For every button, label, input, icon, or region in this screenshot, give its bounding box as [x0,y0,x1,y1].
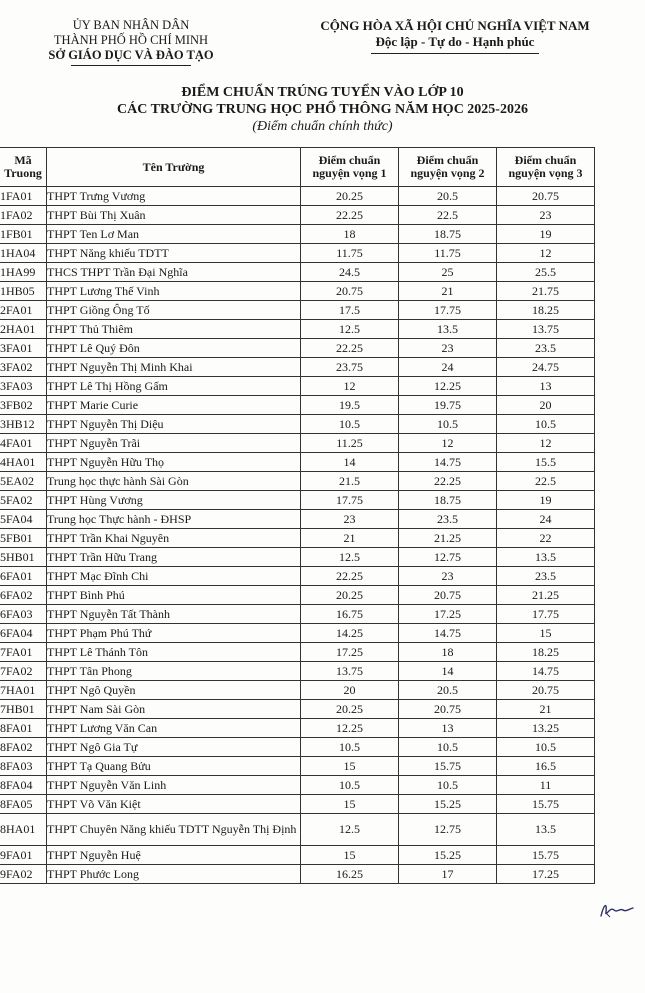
school-code-cell: 1FB01 [0,225,47,244]
school-code-cell: 8FA01 [0,719,47,738]
score-nv3-cell: 12 [497,244,595,263]
table-row [0,339,595,358]
score-nv3-cell: 19 [497,225,595,244]
motto: Độc lập - Tự do - Hạnh phúc [375,34,535,49]
score-nv1-cell: 13.75 [301,662,399,681]
school-name-cell: THPT Ngô Quyền [47,681,301,700]
issuer-line-3: SỞ GIÁO DỤC VÀ ĐÀO TẠO [48,48,214,62]
document-subtitle: CÁC TRƯỜNG TRUNG HỌC PHỔ THÔNG NĂM HỌC 2025-2026 [117,102,528,117]
school-code-cell: 8FA03 [0,757,47,776]
header-school-code: Mã Truong [0,148,47,187]
score-nv3-cell: 18.25 [497,643,595,662]
score-nv2-cell: 15.25 [399,846,497,865]
score-nv2-cell: 10.5 [399,776,497,795]
score-nv1-cell: 22.25 [301,339,399,358]
table-row [0,605,595,624]
school-code-cell: 7HB01 [0,700,47,719]
school-name-cell: Trung học Thực hành - ĐHSP [47,510,301,529]
school-code-cell: 3FA02 [0,358,47,377]
score-nv2-cell: 20.75 [399,586,497,605]
school-name-cell: THPT Võ Văn Kiệt [47,795,301,814]
school-code-cell: 4HA01 [0,453,47,472]
table-row [0,776,595,795]
score-nv2-cell: 17 [399,865,497,884]
score-nv2-cell: 15.75 [399,757,497,776]
score-nv1-cell: 21 [301,529,399,548]
score-nv1-cell: 12 [301,377,399,396]
school-code-cell: 1HB05 [0,282,47,301]
score-nv1-cell: 22.25 [301,567,399,586]
score-nv1-cell: 10.5 [301,776,399,795]
score-nv3-cell: 21.75 [497,282,595,301]
score-nv3-cell: 15.75 [497,846,595,865]
school-code-cell: 2FA01 [0,301,47,320]
school-code-cell: 8FA05 [0,795,47,814]
score-nv2-cell: 14.75 [399,453,497,472]
table-row [0,643,595,662]
school-code-cell: 5FA02 [0,491,47,510]
school-name-cell: THPT Nguyễn Hữu Thọ [47,453,301,472]
score-nv2-cell: 22.25 [399,472,497,491]
signature-icon [598,898,636,920]
school-code-cell: 3HB12 [0,415,47,434]
school-name-cell: THPT Bùi Thị Xuân [47,206,301,225]
score-nv1-cell: 12.5 [301,814,399,846]
header-score-nv2: Điểm chuẩn nguyện vọng 2 [399,148,497,187]
score-nv3-cell: 17.75 [497,605,595,624]
country-name: CỘNG HÒA XÃ HỘI CHỦ NGHĨA VIỆT NAM [320,18,590,33]
score-nv2-cell: 10.5 [399,738,497,757]
score-nv2-cell: 24 [399,358,497,377]
score-nv2-cell: 20.5 [399,681,497,700]
school-code-cell: 5HB01 [0,548,47,567]
score-nv2-cell: 19.75 [399,396,497,415]
table-row [0,681,595,700]
score-nv1-cell: 12.5 [301,320,399,339]
score-nv3-cell: 15 [497,624,595,643]
score-nv2-cell: 17.75 [399,301,497,320]
score-nv1-cell: 16.25 [301,865,399,884]
school-name-cell: THPT Mạc Đĩnh Chi [47,567,301,586]
school-name-cell: THPT Nam Sài Gòn [47,700,301,719]
score-nv3-cell: 13.75 [497,320,595,339]
issuer-underline [71,65,191,66]
table-row [0,548,595,567]
score-nv3-cell: 23.5 [497,567,595,586]
table-row [0,301,595,320]
school-name-cell: THPT Tạ Quang Bửu [47,757,301,776]
school-name-cell: THPT Lương Văn Can [47,719,301,738]
school-name-cell: THPT Nguyễn Thị Minh Khai [47,358,301,377]
score-nv2-cell: 23 [399,339,497,358]
school-name-cell: THPT Nguyễn Huệ [47,846,301,865]
table-row [0,719,595,738]
score-nv3-cell: 15.75 [497,795,595,814]
school-code-cell: 1HA99 [0,263,47,282]
score-nv1-cell: 15 [301,846,399,865]
table-row [0,206,595,225]
score-nv2-cell: 25 [399,263,497,282]
school-name-cell: THPT Trần Khai Nguyên [47,529,301,548]
school-name-cell: THPT Nguyễn Tất Thành [47,605,301,624]
table-row [0,567,595,586]
school-code-cell: 7FA02 [0,662,47,681]
score-nv2-cell: 12.75 [399,548,497,567]
school-code-cell: 5FA04 [0,510,47,529]
score-nv3-cell: 24 [497,510,595,529]
score-nv1-cell: 19.5 [301,396,399,415]
score-nv1-cell: 12.25 [301,719,399,738]
cutoff-score-table [0,147,595,884]
school-code-cell: 2HA01 [0,320,47,339]
score-nv3-cell: 23 [497,206,595,225]
score-nv2-cell: 20.5 [399,187,497,206]
school-name-cell: THPT Ten Lơ Man [47,225,301,244]
score-nv2-cell: 20.75 [399,700,497,719]
score-nv2-cell: 12 [399,434,497,453]
score-nv1-cell: 17.25 [301,643,399,662]
score-nv2-cell: 12.25 [399,377,497,396]
school-name-cell: THPT Marie Curie [47,396,301,415]
score-nv1-cell: 17.5 [301,301,399,320]
score-nv2-cell: 18.75 [399,491,497,510]
table-row [0,358,595,377]
score-nv3-cell: 24.75 [497,358,595,377]
table-row [0,814,595,846]
score-nv3-cell: 22.5 [497,472,595,491]
school-code-cell: 6FA02 [0,586,47,605]
school-name-cell: THPT Tân Phong [47,662,301,681]
table-row [0,529,595,548]
score-nv3-cell: 15.5 [497,453,595,472]
score-nv1-cell: 21.5 [301,472,399,491]
score-nv1-cell: 10.5 [301,738,399,757]
school-code-cell: 5EA02 [0,472,47,491]
score-nv2-cell: 14 [399,662,497,681]
table-row [0,510,595,529]
school-code-cell: 8HA01 [0,814,47,846]
score-nv3-cell: 14.75 [497,662,595,681]
score-nv2-cell: 23.5 [399,510,497,529]
score-nv1-cell: 11.25 [301,434,399,453]
document-note: (Điểm chuẩn chính thức) [252,119,393,134]
score-nv1-cell: 20.75 [301,282,399,301]
table-row [0,396,595,415]
table-row [0,472,595,491]
score-nv2-cell: 23 [399,567,497,586]
table-row [0,491,595,510]
score-nv1-cell: 20 [301,681,399,700]
score-nv2-cell: 12.75 [399,814,497,846]
document-title: ĐIỂM CHUẨN TRÚNG TUYỂN VÀO LỚP 10 [181,85,464,100]
score-nv2-cell: 10.5 [399,415,497,434]
score-nv2-cell: 21 [399,282,497,301]
school-code-cell: 5FB01 [0,529,47,548]
school-name-cell: THPT Nguyễn Trãi [47,434,301,453]
motto-underline [371,53,539,54]
table-row [0,263,595,282]
school-name-cell: THPT Lê Thị Hồng Gấm [47,377,301,396]
score-nv1-cell: 10.5 [301,415,399,434]
school-name-cell: THPT Nguyễn Văn Linh [47,776,301,795]
school-name-cell: THPT Trần Hữu Trang [47,548,301,567]
score-nv3-cell: 13.5 [497,814,595,846]
score-nv3-cell: 13.25 [497,719,595,738]
score-nv3-cell: 13 [497,377,595,396]
table-row [0,434,595,453]
table-row [0,586,595,605]
school-code-cell: 9FA02 [0,865,47,884]
score-nv3-cell: 19 [497,491,595,510]
score-nv3-cell: 11 [497,776,595,795]
school-code-cell: 1FA01 [0,187,47,206]
issuer-line-2: THÀNH PHỐ HỒ CHÍ MINH [53,33,209,47]
score-nv3-cell: 10.5 [497,738,595,757]
header-score-nv3: Điểm chuẩn nguyện vọng 3 [497,148,595,187]
header-score-nv1: Điểm chuẩn nguyện vọng 1 [301,148,399,187]
school-name-cell: THPT Năng khiếu TDTT [47,244,301,263]
score-nv1-cell: 20.25 [301,586,399,605]
score-nv2-cell: 13.5 [399,320,497,339]
score-nv3-cell: 21.25 [497,586,595,605]
issuer-block [28,18,234,66]
school-name-cell: THPT Phạm Phú Thứ [47,624,301,643]
score-nv3-cell: 22 [497,529,595,548]
score-nv1-cell: 17.75 [301,491,399,510]
score-nv2-cell: 21.25 [399,529,497,548]
school-name-cell: THPT Giồng Ông Tố [47,301,301,320]
school-name-cell: THPT Lê Quý Đôn [47,339,301,358]
score-nv2-cell: 15.25 [399,795,497,814]
score-nv1-cell: 22.25 [301,206,399,225]
score-nv3-cell: 20.75 [497,187,595,206]
score-nv1-cell: 24.5 [301,263,399,282]
school-name-cell: THPT Phước Long [47,865,301,884]
school-name-cell: THPT Trưng Vương [47,187,301,206]
school-name-cell: THPT Lương Thế Vinh [47,282,301,301]
national-motto-block [300,18,610,54]
table-row [0,453,595,472]
table-row [0,757,595,776]
score-nv3-cell: 20 [497,396,595,415]
school-name-cell: THCS THPT Trần Đại Nghĩa [47,263,301,282]
school-code-cell: 4FA01 [0,434,47,453]
score-nv2-cell: 13 [399,719,497,738]
school-name-cell: THPT Ngô Gia Tự [47,738,301,757]
school-code-cell: 9FA01 [0,846,47,865]
score-nv1-cell: 20.25 [301,700,399,719]
table-row [0,700,595,719]
school-code-cell: 8FA04 [0,776,47,795]
school-code-cell: 3FA01 [0,339,47,358]
school-name-cell: THPT Lê Thánh Tôn [47,643,301,662]
table-row [0,187,595,206]
score-nv3-cell: 12 [497,434,595,453]
school-name-cell: THPT Thủ Thiêm [47,320,301,339]
score-nv3-cell: 21 [497,700,595,719]
school-code-cell: 1FA02 [0,206,47,225]
school-code-cell: 3FB02 [0,396,47,415]
school-code-cell: 6FA03 [0,605,47,624]
issuer-line-1: ỦY BAN NHÂN DÂN [72,18,190,32]
score-nv3-cell: 25.5 [497,263,595,282]
school-name-cell: THPT Chuyên Năng khiếu TDTT Nguyễn Thị Định [47,814,301,846]
score-nv2-cell: 14.75 [399,624,497,643]
table-row [0,282,595,301]
table-row [0,738,595,757]
table-row [0,662,595,681]
score-nv2-cell: 18.75 [399,225,497,244]
score-nv1-cell: 15 [301,795,399,814]
table-header-row [0,148,595,187]
school-name-cell: THPT Nguyễn Thị Diệu [47,415,301,434]
table-row [0,795,595,814]
school-name-cell: THPT Bình Phú [47,586,301,605]
score-nv3-cell: 20.75 [497,681,595,700]
score-nv2-cell: 18 [399,643,497,662]
school-code-cell: 6FA04 [0,624,47,643]
table-row [0,377,595,396]
score-nv3-cell: 16.5 [497,757,595,776]
score-nv2-cell: 17.25 [399,605,497,624]
table-row [0,624,595,643]
score-nv1-cell: 14 [301,453,399,472]
table-row [0,415,595,434]
score-nv3-cell: 17.25 [497,865,595,884]
table-row [0,865,595,884]
school-code-cell: 7HA01 [0,681,47,700]
score-nv3-cell: 10.5 [497,415,595,434]
score-nv1-cell: 12.5 [301,548,399,567]
score-nv3-cell: 23.5 [497,339,595,358]
score-nv2-cell: 22.5 [399,206,497,225]
table-row [0,244,595,263]
school-code-cell: 1HA04 [0,244,47,263]
school-code-cell: 7FA01 [0,643,47,662]
score-nv1-cell: 15 [301,757,399,776]
table-row [0,846,595,865]
score-nv1-cell: 11.75 [301,244,399,263]
score-nv3-cell: 18.25 [497,301,595,320]
school-code-cell: 6FA01 [0,567,47,586]
school-name-cell: Trung học thực hành Sài Gòn [47,472,301,491]
header-school-name: Tên Trường [47,148,301,187]
table-row [0,320,595,339]
score-nv1-cell: 16.75 [301,605,399,624]
score-nv1-cell: 23 [301,510,399,529]
score-nv1-cell: 23.75 [301,358,399,377]
school-code-cell: 8FA02 [0,738,47,757]
school-name-cell: THPT Hùng Vương [47,491,301,510]
table-row [0,225,595,244]
score-nv1-cell: 18 [301,225,399,244]
school-code-cell: 3FA03 [0,377,47,396]
score-nv1-cell: 20.25 [301,187,399,206]
score-nv2-cell: 11.75 [399,244,497,263]
score-nv1-cell: 14.25 [301,624,399,643]
score-nv3-cell: 13.5 [497,548,595,567]
